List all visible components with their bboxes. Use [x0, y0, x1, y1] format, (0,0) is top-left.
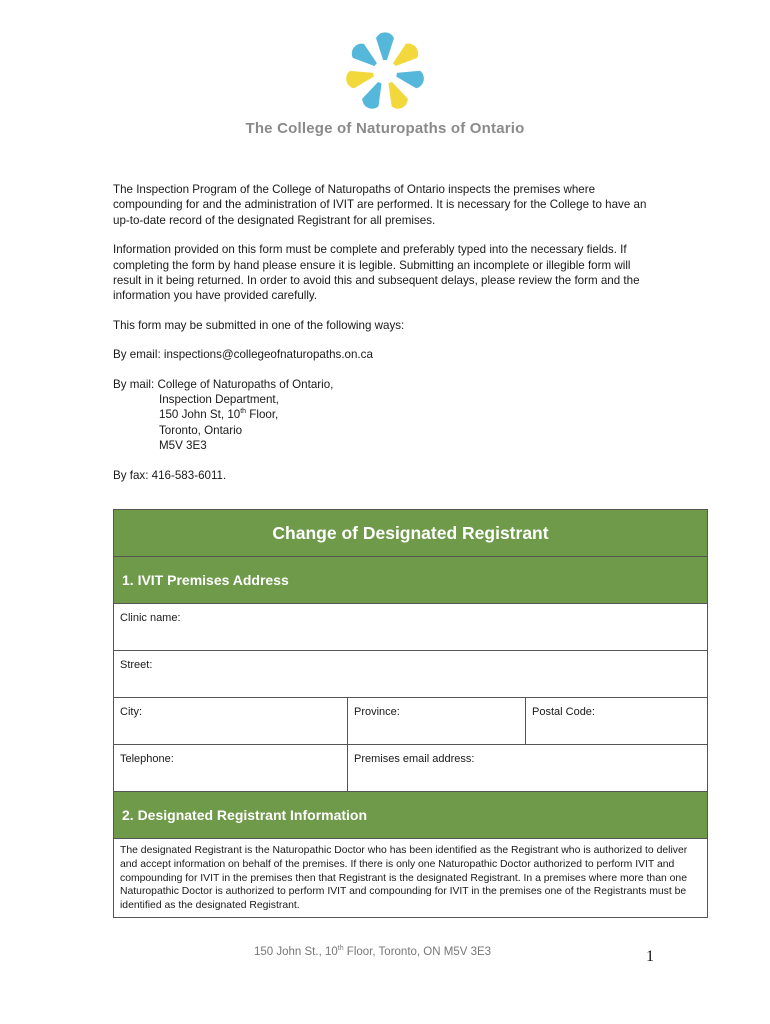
- telephone-email-row: [114, 745, 707, 792]
- submit-by-fax: By fax: 416-583-6011.: [113, 468, 227, 482]
- submit-by-mail: [113, 377, 653, 454]
- form-title: Change of Designated Registrant: [114, 510, 707, 557]
- city-province-postal-row: [114, 698, 707, 745]
- mail-line-4: Toronto, Ontario: [159, 423, 243, 437]
- intro-paragraph-2: Information provided on this form must be complete and preferably typed into the necessary fields. If completing the form by hand please ensure it is legible. Submitting an incomplete or illegible form will result in it being returned. In order to avoid this and subsequent delays, please review the form and the information you have provided carefully.: [113, 243, 640, 303]
- mail-line-3: 150 John St, 10th Floor,: [159, 408, 279, 422]
- province-field[interactable]: Province:: [347, 698, 525, 744]
- section-1-heading: 1. IVIT Premises Address: [114, 557, 707, 604]
- ginkgo-leaf-ring-icon: [343, 30, 427, 114]
- college-logo: [0, 30, 770, 114]
- section-2-heading: 2. Designated Registrant Information: [114, 792, 707, 839]
- mail-line-1: By mail: College of Naturopaths of Ontario,: [113, 377, 334, 391]
- intro-paragraph-1: The Inspection Program of the College of Naturopaths of Ontario inspects the premises where compounding for and the administration of IVIT are performed. It is necessary for the College to have an up-to-date record of the designated Registrant for all premises.: [113, 183, 647, 227]
- mail-line-2: Inspection Department,: [159, 393, 279, 407]
- clinic-name-field[interactable]: [114, 604, 707, 651]
- page-number: 1: [646, 948, 654, 965]
- change-registrant-form: [113, 509, 708, 918]
- intro-text: [113, 182, 653, 497]
- org-name: The College of Naturopaths of Ontario: [245, 120, 525, 137]
- premises-email-field[interactable]: Premises email address:: [347, 745, 707, 791]
- submit-by-email: By email: inspections@collegeofnaturopaths.on.ca: [113, 348, 373, 362]
- telephone-field[interactable]: Telephone:: [120, 753, 174, 765]
- postal-code-field[interactable]: Postal Code:: [525, 698, 707, 744]
- intro-paragraph-3: This form may be submitted in one of the following ways:: [113, 318, 405, 332]
- street-field[interactable]: [114, 651, 707, 698]
- section-2-description: The designated Registrant is the Naturopathic Doctor who has been identified as the Registrant who is authorized to deliver and accept information on behalf of the premises. If there is only one Naturopathic Doctor authorized to perform IVIT and compounding for IVIT in the premises then that Registrant is the designated Registrant. In a premises where more than one Naturopathic Doctor is authorized to perform IVIT and compounding for IVIT in the premises one of the Registrants must be identified as the designated Registrant.: [120, 845, 688, 912]
- city-field[interactable]: City:: [120, 706, 142, 718]
- street-label: Street:: [120, 659, 153, 671]
- footer-address: 150 John St., 10th Floor, Toronto, ON M5V 3E3: [254, 945, 492, 958]
- mail-line-5: M5V 3E3: [159, 439, 207, 453]
- clinic-name-label: Clinic name:: [120, 612, 181, 624]
